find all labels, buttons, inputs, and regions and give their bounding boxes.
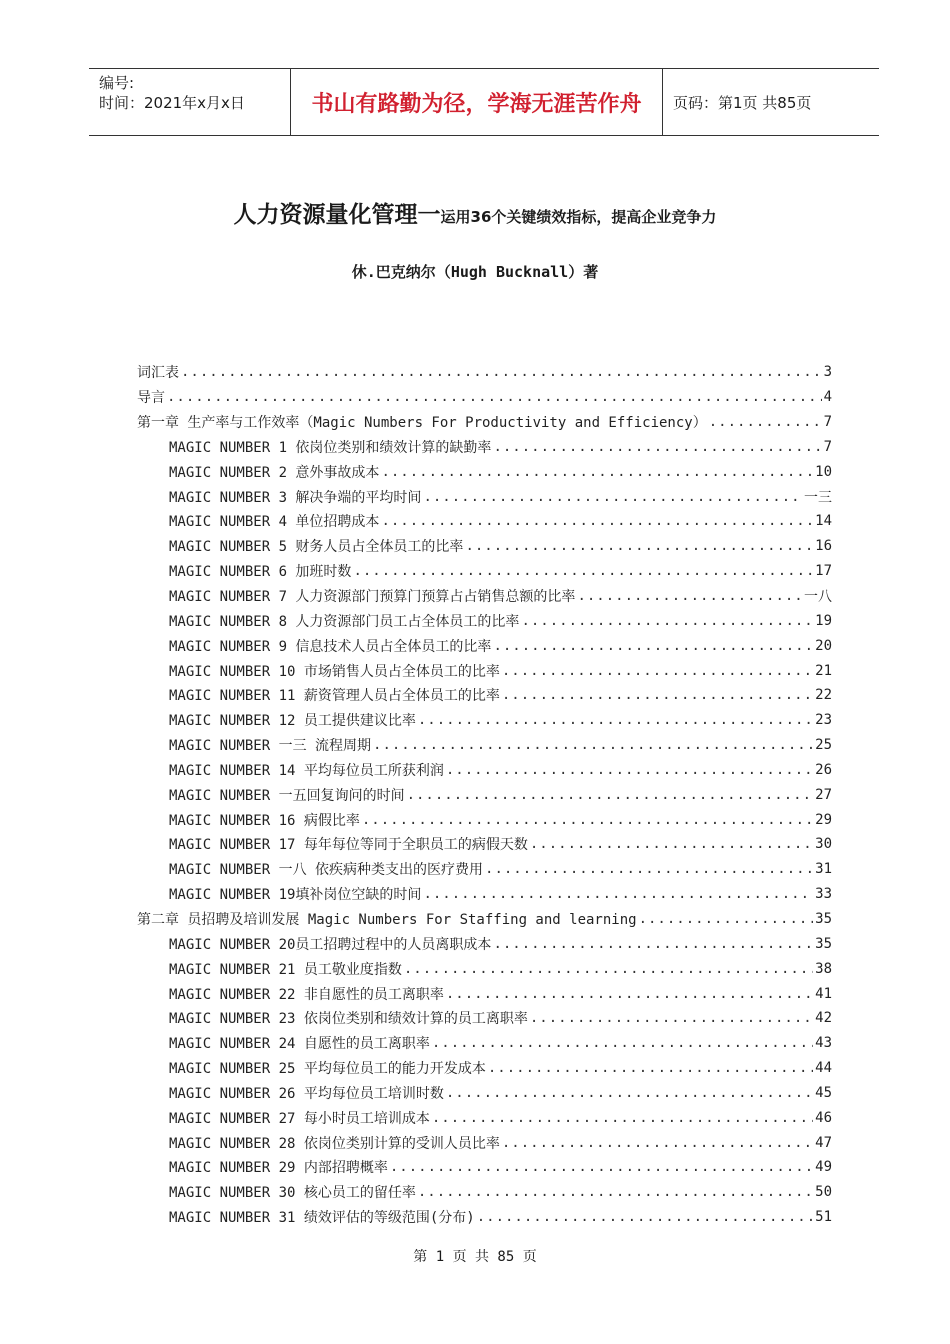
toc-entry[interactable] bbox=[137, 1205, 832, 1230]
toc-dot-leader bbox=[423, 489, 802, 505]
date-label: 时间：2021年x月x日 bbox=[99, 94, 245, 112]
toc-entry[interactable] bbox=[137, 658, 832, 683]
toc-entry[interactable] bbox=[137, 1080, 832, 1105]
toc-entry-page: 7 bbox=[823, 438, 832, 455]
toc-dot-leader bbox=[404, 961, 813, 977]
toc-dot-leader bbox=[530, 1010, 813, 1026]
toc-entry-page: 7 bbox=[823, 414, 832, 431]
toc-dot-leader bbox=[577, 588, 802, 604]
toc-entry-page: 44 bbox=[815, 1060, 832, 1077]
toc-dot-leader bbox=[181, 364, 822, 380]
toc-entry-page: 33 bbox=[815, 886, 832, 903]
toc-entry[interactable] bbox=[137, 956, 832, 981]
toc-entry-title: MAGIC NUMBER 19填补岗位空缺的时间 bbox=[169, 887, 422, 904]
toc-dot-leader bbox=[362, 812, 813, 828]
toc-entry-page: 41 bbox=[815, 985, 832, 1002]
toc-entry-page: 25 bbox=[815, 737, 832, 754]
toc-entry-title: 导言 bbox=[137, 390, 165, 407]
toc-entry[interactable] bbox=[137, 1155, 832, 1180]
toc-entry-title: MAGIC NUMBER 一八 依疾病种类支出的医疗费用 bbox=[169, 862, 484, 879]
toc-dot-leader bbox=[381, 513, 813, 529]
toc-dot-leader bbox=[530, 836, 813, 852]
toc-entry-title: MAGIC NUMBER 1 依岗位类别和绩效计算的缺勤率 bbox=[169, 439, 492, 456]
toc-entry-page: 35 bbox=[815, 935, 832, 952]
toc-dot-leader bbox=[465, 538, 813, 554]
toc-entry-page: 35 bbox=[815, 910, 832, 927]
page-footer: 第 1 页 共 85 页 bbox=[413, 1249, 537, 1265]
toc-dot-leader bbox=[493, 439, 821, 455]
toc-dot-leader bbox=[485, 861, 813, 877]
toc-entry-page: 一三 bbox=[804, 489, 832, 506]
toc-entry[interactable] bbox=[137, 1180, 832, 1205]
title-main: 人力资源量化管理一 bbox=[233, 202, 441, 228]
toc-entry-title: MAGIC NUMBER 25 平均每位员工的能力开发成本 bbox=[169, 1061, 486, 1078]
toc-entry[interactable] bbox=[137, 1105, 832, 1130]
toc-entry[interactable] bbox=[137, 385, 832, 410]
toc-entry-page: 49 bbox=[815, 1159, 832, 1176]
toc-entry-title: MAGIC NUMBER 16 病假比率 bbox=[169, 812, 360, 829]
toc-entry-page: 一八 bbox=[804, 589, 832, 606]
toc-entry[interactable] bbox=[137, 733, 832, 758]
toc-dot-leader bbox=[502, 1135, 813, 1151]
header-meta bbox=[89, 69, 291, 135]
toc-entry[interactable] bbox=[137, 459, 832, 484]
toc-entry-title: MAGIC NUMBER 29 内部招聘概率 bbox=[169, 1160, 388, 1177]
toc-entry-page: 31 bbox=[815, 861, 832, 878]
toc-dot-leader bbox=[407, 787, 814, 803]
toc-entry-page: 42 bbox=[815, 1010, 832, 1027]
toc-entry-page: 45 bbox=[815, 1084, 832, 1101]
toc-entry-title: MAGIC NUMBER 10 市场销售人员占全体员工的比率 bbox=[169, 663, 500, 680]
toc-entry-title: MAGIC NUMBER 24 自愿性的员工离职率 bbox=[169, 1036, 430, 1053]
toc-entry-page: 21 bbox=[815, 662, 832, 679]
toc-entry-title: MAGIC NUMBER 3 解决争端的平均时间 bbox=[169, 489, 422, 506]
toc-dot-leader bbox=[432, 1110, 813, 1126]
toc-entry[interactable] bbox=[137, 758, 832, 783]
toc-dot-leader bbox=[521, 613, 813, 629]
toc-entry-title: MAGIC NUMBER 28 依岗位类别计算的受训人员比率 bbox=[169, 1135, 500, 1152]
header-motto: 书山有路勤为径，学海无涯苦作舟 bbox=[291, 69, 663, 135]
title-subtitle: 运用36个关键绩效指标，提高企业竞争力 bbox=[440, 208, 717, 226]
toc-entry-page: 22 bbox=[815, 687, 832, 704]
toc-entry-page: 14 bbox=[815, 513, 832, 530]
toc-entry[interactable] bbox=[137, 1031, 832, 1056]
toc-entry[interactable] bbox=[137, 931, 832, 956]
toc-entry-title: MAGIC NUMBER 6 加班时数 bbox=[169, 564, 352, 581]
toc-entry-title: MAGIC NUMBER 27 每小时员工培训成本 bbox=[169, 1110, 430, 1127]
toc-entry-page: 4 bbox=[823, 389, 832, 406]
toc-entry[interactable] bbox=[137, 807, 832, 832]
toc-dot-leader bbox=[502, 687, 813, 703]
toc-entry[interactable] bbox=[137, 435, 832, 460]
toc-dot-leader bbox=[381, 464, 813, 480]
toc-entry-page: 26 bbox=[815, 761, 832, 778]
toc-entry-title: MAGIC NUMBER 4 单位招聘成本 bbox=[169, 514, 380, 531]
toc-entry-title: MAGIC NUMBER 12 员工提供建议比率 bbox=[169, 713, 416, 730]
toc-entry-page: 43 bbox=[815, 1035, 832, 1052]
toc-entry-title: MAGIC NUMBER 17 每年每位等同于全职员工的病假天数 bbox=[169, 837, 528, 854]
toc-dot-leader bbox=[418, 712, 813, 728]
toc-entry[interactable] bbox=[137, 832, 832, 857]
toc-dot-leader bbox=[373, 737, 813, 753]
toc-entry-title: MAGIC NUMBER 14 平均每位员工所获利润 bbox=[169, 762, 444, 779]
toc-entry[interactable] bbox=[137, 608, 832, 633]
toc-entry-page: 17 bbox=[815, 563, 832, 580]
toc-entry-title: 第一章 生产率与工作效率（Magic Numbers For Productivity and Efficiency） bbox=[137, 415, 707, 432]
toc-dot-leader bbox=[493, 936, 813, 952]
toc-dot-leader bbox=[432, 1035, 813, 1051]
toc-entry-page: 46 bbox=[815, 1109, 832, 1126]
toc-entry-title: MAGIC NUMBER 22 非自愿性的员工离职率 bbox=[169, 986, 444, 1003]
toc-dot-leader bbox=[418, 1184, 813, 1200]
toc-dot-leader bbox=[477, 1209, 813, 1225]
toc-entry[interactable] bbox=[137, 907, 832, 932]
toc-entry[interactable] bbox=[137, 683, 832, 708]
toc-entry[interactable] bbox=[137, 509, 832, 534]
toc-entry[interactable] bbox=[137, 484, 832, 509]
toc-entry-title: MAGIC NUMBER 2 意外事故成本 bbox=[169, 464, 380, 481]
toc-entry[interactable] bbox=[137, 584, 832, 609]
toc-entry-page: 51 bbox=[815, 1209, 832, 1226]
toc-entry[interactable] bbox=[137, 782, 832, 807]
toc-entry-page: 47 bbox=[815, 1134, 832, 1151]
toc-entry[interactable] bbox=[137, 633, 832, 658]
toc-entry-page: 30 bbox=[815, 836, 832, 853]
toc-dot-leader bbox=[488, 1060, 813, 1076]
toc-entry-title: MAGIC NUMBER 30 核心员工的留任率 bbox=[169, 1185, 416, 1202]
toc-entry-page: 23 bbox=[815, 712, 832, 729]
toc-entry-title: MAGIC NUMBER 一五回复询问的时间 bbox=[169, 787, 405, 804]
toc-entry[interactable] bbox=[137, 1006, 832, 1031]
toc-entry-title: MAGIC NUMBER 23 依岗位类别和绩效计算的员工离职率 bbox=[169, 1011, 528, 1028]
toc-entry-title: MAGIC NUMBER 21 员工敬业度指数 bbox=[169, 961, 402, 978]
toc-entry-page: 27 bbox=[815, 786, 832, 803]
page-header bbox=[89, 68, 879, 136]
serial-number-label: 编号: bbox=[99, 74, 135, 92]
toc-dot-leader bbox=[446, 986, 813, 1002]
author-line: 休.巴克纳尔（Hugh Bucknall）著 bbox=[351, 263, 599, 281]
toc-entry[interactable] bbox=[137, 981, 832, 1006]
toc-dot-leader bbox=[353, 563, 813, 579]
toc-entry-title: 词汇表 bbox=[137, 365, 179, 382]
toc-dot-leader bbox=[167, 389, 822, 405]
toc-entry-title: MAGIC NUMBER 8 人力资源部门员工占全体员工的比率 bbox=[169, 613, 520, 630]
toc-entry-title: MAGIC NUMBER 5 财务人员占全体员工的比率 bbox=[169, 539, 464, 556]
toc-entry-title: MAGIC NUMBER 20员工招聘过程中的人员离职成本 bbox=[169, 936, 492, 953]
toc-entry[interactable] bbox=[137, 534, 832, 559]
toc-dot-leader bbox=[639, 911, 814, 927]
toc-entry-page: 50 bbox=[815, 1184, 832, 1201]
toc-dot-leader bbox=[502, 663, 813, 679]
toc-entry[interactable] bbox=[137, 1056, 832, 1081]
toc-entry-page: 3 bbox=[823, 364, 832, 381]
toc-entry-title: MAGIC NUMBER 7 人力资源部门预算门预算占占销售总额的比率 bbox=[169, 589, 576, 606]
toc-dot-leader bbox=[446, 1085, 813, 1101]
toc-entry-page: 10 bbox=[815, 463, 832, 480]
toc-dot-leader bbox=[493, 638, 813, 654]
toc-entry[interactable] bbox=[137, 857, 832, 882]
toc-dot-leader bbox=[390, 1159, 813, 1175]
toc-entry[interactable] bbox=[137, 708, 832, 733]
toc-entry[interactable] bbox=[137, 1130, 832, 1155]
toc-entry-page: 29 bbox=[815, 811, 832, 828]
toc-dot-leader bbox=[423, 886, 813, 902]
header-page-label: 页码：第1页 共85页 bbox=[673, 93, 812, 112]
toc-entry[interactable] bbox=[137, 360, 832, 385]
toc-entry-title: MAGIC NUMBER 一三 流程周期 bbox=[169, 738, 372, 755]
toc-entry-title: MAGIC NUMBER 11 薪资管理人员占全体员工的比率 bbox=[169, 688, 500, 705]
toc-entry-title: MAGIC NUMBER 9 信息技术人员占全体员工的比率 bbox=[169, 638, 492, 655]
toc-entry-page: 16 bbox=[815, 538, 832, 555]
toc-entry-page: 19 bbox=[815, 612, 832, 629]
toc-entry-title: MAGIC NUMBER 26 平均每位员工培训时数 bbox=[169, 1085, 444, 1102]
toc-entry[interactable] bbox=[137, 410, 832, 435]
toc-entry-title: 第二章 员招聘及培训发展 Magic Numbers For Staffing and learning bbox=[137, 911, 637, 928]
document-title bbox=[0, 196, 950, 229]
table-of-contents bbox=[137, 360, 832, 1230]
toc-entry-page: 20 bbox=[815, 637, 832, 654]
toc-entry-page: 38 bbox=[815, 960, 832, 977]
toc-entry[interactable] bbox=[137, 559, 832, 584]
toc-entry[interactable] bbox=[137, 882, 832, 907]
toc-entry-title: MAGIC NUMBER 31 绩效评估的等级范围(分布) bbox=[169, 1210, 475, 1227]
toc-dot-leader bbox=[446, 762, 813, 778]
toc-dot-leader bbox=[709, 414, 822, 430]
